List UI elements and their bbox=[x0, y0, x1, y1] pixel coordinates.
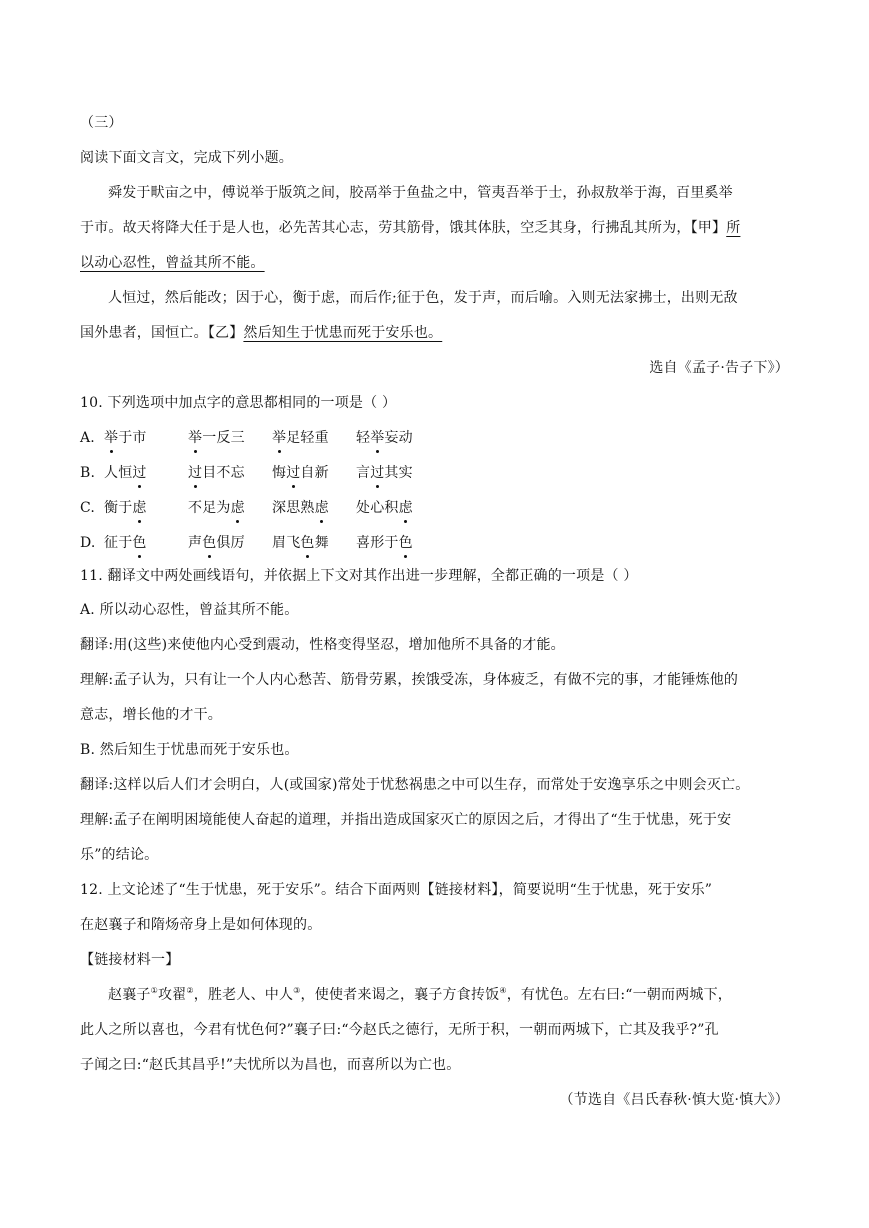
option-b-understanding: 乐”的结论。 bbox=[80, 847, 159, 863]
dotted-character: 色 bbox=[300, 535, 315, 551]
phrase-text: 深思熟 bbox=[272, 500, 315, 516]
passage-line bbox=[80, 253, 792, 273]
option-a-understanding: 理解:孟子认为，只有让一个人内心愁苦、筋骨劳累，挨饿受冻，身体疲乏，有做不完的事，才能锤炼他的 bbox=[80, 672, 739, 688]
footnote-marker: ③ bbox=[293, 986, 301, 995]
option-phrase bbox=[188, 533, 272, 553]
link-text: 攻翟 bbox=[157, 987, 187, 1003]
option-phrase bbox=[104, 428, 188, 448]
phrase-text: 喜形于 bbox=[356, 535, 399, 551]
phrase-text: 于市 bbox=[118, 430, 147, 446]
link-text: ，使使者来谒之，襄子方食抟饭 bbox=[300, 987, 500, 1003]
dotted-character: 过 bbox=[188, 465, 203, 481]
link-text: ，有忧色。左右曰:“一朝而两城下， bbox=[506, 987, 733, 1003]
option-phrase bbox=[104, 498, 188, 518]
link-material-1-heading: 【链接材料一】 bbox=[80, 952, 180, 968]
phrase-text: 自新 bbox=[300, 465, 329, 481]
marker-yi: 【乙】 bbox=[207, 325, 244, 341]
option-label: A. bbox=[80, 430, 95, 446]
option-label: C. bbox=[80, 500, 96, 516]
phrase-text: 一反三 bbox=[202, 430, 245, 446]
phrase-text: 衡于 bbox=[104, 500, 133, 516]
dotted-character: 虑 bbox=[314, 500, 329, 516]
dotted-character: 过 bbox=[132, 465, 147, 481]
phrase-text: 征于 bbox=[104, 535, 133, 551]
phrase-text: 目不忘 bbox=[202, 465, 245, 481]
option-phrase bbox=[356, 498, 440, 518]
passage-source: 选自《孟子·告子下》） bbox=[649, 360, 789, 376]
dotted-character: 色 bbox=[398, 535, 413, 551]
option-b-translation: 翻译:这样以后人们才会明白，人(或国家)常处于忧愁祸患之中可以生存，而常处于安逸享乐之中则会灭亡。 bbox=[80, 777, 750, 793]
phrase-text: 声 bbox=[188, 535, 203, 551]
passage-line: 舜发于畎亩之中，傅说举于版筑之间，胶鬲举于鱼盐之中，管夷吾举于士，孙叔敖举于海，百里奚举 bbox=[108, 185, 733, 201]
option-phrase bbox=[356, 463, 440, 483]
dotted-character: 举 bbox=[370, 430, 385, 446]
link-text: 赵襄子 bbox=[108, 987, 151, 1003]
question-10-option bbox=[80, 533, 792, 553]
passage-line: 人恒过，然后能改；因于心，衡于虑，而后作;征于色，发于声，而后喻。入则无法家拂士，出则无敌 bbox=[108, 290, 738, 306]
phrase-text: 不足为 bbox=[188, 500, 231, 516]
link-text: ，胜老人、中人 bbox=[193, 987, 294, 1003]
footnote-marker: ① bbox=[150, 986, 158, 995]
option-phrase bbox=[272, 463, 356, 483]
dotted-character: 举 bbox=[104, 430, 119, 446]
passage-text: 国外患者，国恒亡。 bbox=[80, 325, 208, 341]
option-phrase bbox=[356, 533, 440, 553]
dotted-character: 色 bbox=[202, 535, 217, 551]
phrase-text: 俱厉 bbox=[216, 535, 245, 551]
dotted-character: 色 bbox=[132, 535, 147, 551]
underlined-sentence-yi: 然后知生于忧患而死于安乐也。 bbox=[243, 325, 443, 341]
dotted-character: 举 bbox=[188, 430, 203, 446]
underlined-sentence-jia: 所 bbox=[726, 220, 741, 236]
phrase-text: 妄动 bbox=[384, 430, 413, 446]
dotted-character: 过 bbox=[370, 465, 385, 481]
phrase-text: 处心积 bbox=[356, 500, 399, 516]
question-10-option bbox=[80, 498, 792, 518]
option-phrase bbox=[188, 463, 272, 483]
section-instruction: 阅读下面文言文，完成下列小题。 bbox=[80, 150, 293, 166]
option-label: D. bbox=[80, 535, 96, 551]
dotted-character: 虑 bbox=[398, 500, 413, 516]
section-heading: （三） bbox=[80, 115, 123, 131]
phrase-text: 舞 bbox=[314, 535, 329, 551]
footnote-marker: ② bbox=[186, 986, 194, 995]
option-b-understanding: 理解:孟子在阐明困境能使人奋起的道理，并指出造成国家灭亡的原因之后，才得出了“生于忧患，死于安 bbox=[80, 812, 732, 828]
question-12-stem: 在赵襄子和隋炀帝身上是如何体现的。 bbox=[80, 917, 322, 933]
passage-text: 于市。故天将降大任于是人也，必先苦其心志，劳其筋骨，饿其体肤，空乏其身，行拂乱其所为， bbox=[80, 220, 691, 236]
option-a-translation: 翻译:用(这些)来使他内心受到震动，性格变得坚忍，增加他所不具备的才能。 bbox=[80, 637, 565, 653]
link-material-source: （节选自《吕氏春秋·慎大览·慎大》） bbox=[559, 1092, 789, 1108]
link-material-line bbox=[108, 985, 792, 1005]
passage-line bbox=[80, 218, 792, 238]
phrase-text: 轻 bbox=[356, 430, 371, 446]
dotted-character: 虑 bbox=[230, 500, 245, 516]
question-10-option bbox=[80, 428, 792, 448]
phrase-text: 言 bbox=[356, 465, 371, 481]
option-phrase bbox=[356, 428, 440, 448]
option-phrase bbox=[104, 463, 188, 483]
phrase-text: 其实 bbox=[384, 465, 413, 481]
phrase-text: 人恒 bbox=[104, 465, 133, 481]
phrase-text: 眉飞 bbox=[272, 535, 301, 551]
option-phrase bbox=[272, 498, 356, 518]
option-phrase bbox=[104, 533, 188, 553]
option-a-understanding: 意志，增长他的才干。 bbox=[80, 707, 222, 723]
option-phrase bbox=[272, 428, 356, 448]
underlined-sentence-jia: 以动心忍性，曾益其所不能。 bbox=[80, 255, 265, 271]
marker-jia: 【甲】 bbox=[690, 220, 727, 236]
dotted-character: 过 bbox=[286, 465, 301, 481]
option-phrase bbox=[188, 498, 272, 518]
question-11-stem: 11. 翻译文中两处画线语句，并依据上下文对其作出进一步理解，全都正确的一项是（ ） bbox=[80, 568, 638, 584]
footnote-marker: ④ bbox=[499, 986, 507, 995]
question-10-stem: 10. 下列选项中加点字的意思都相同的一项是（ ） bbox=[80, 395, 397, 411]
option-b-sentence: B. 然后知生于忧患而死于安乐也。 bbox=[80, 742, 299, 758]
link-material-line: 子闻之曰:“赵氏其昌乎!”夫忧所以为昌也，而喜所以为亡也。 bbox=[80, 1057, 461, 1073]
question-12-stem: 12. 上文论述了“生于忧患，死于安乐”。结合下面两则【链接材料】，简要说明“生于忧患，死于安乐” bbox=[80, 882, 713, 898]
dotted-character: 虑 bbox=[132, 500, 147, 516]
phrase-text: 足轻重 bbox=[286, 430, 329, 446]
option-label: B. bbox=[80, 465, 96, 481]
dotted-character: 举 bbox=[272, 430, 287, 446]
option-a-sentence: A. 所以动心忍性，曾益其所不能。 bbox=[80, 602, 299, 618]
option-phrase bbox=[272, 533, 356, 553]
link-material-line: 此人之所以喜也，今君有忧色何?”襄子曰:“今赵氏之德行，无所于积，一朝而两城下，亡其及我乎?”孔 bbox=[80, 1022, 719, 1038]
phrase-text: 悔 bbox=[272, 465, 287, 481]
passage-line bbox=[80, 323, 792, 343]
question-10-option bbox=[80, 463, 792, 483]
option-phrase bbox=[188, 428, 272, 448]
